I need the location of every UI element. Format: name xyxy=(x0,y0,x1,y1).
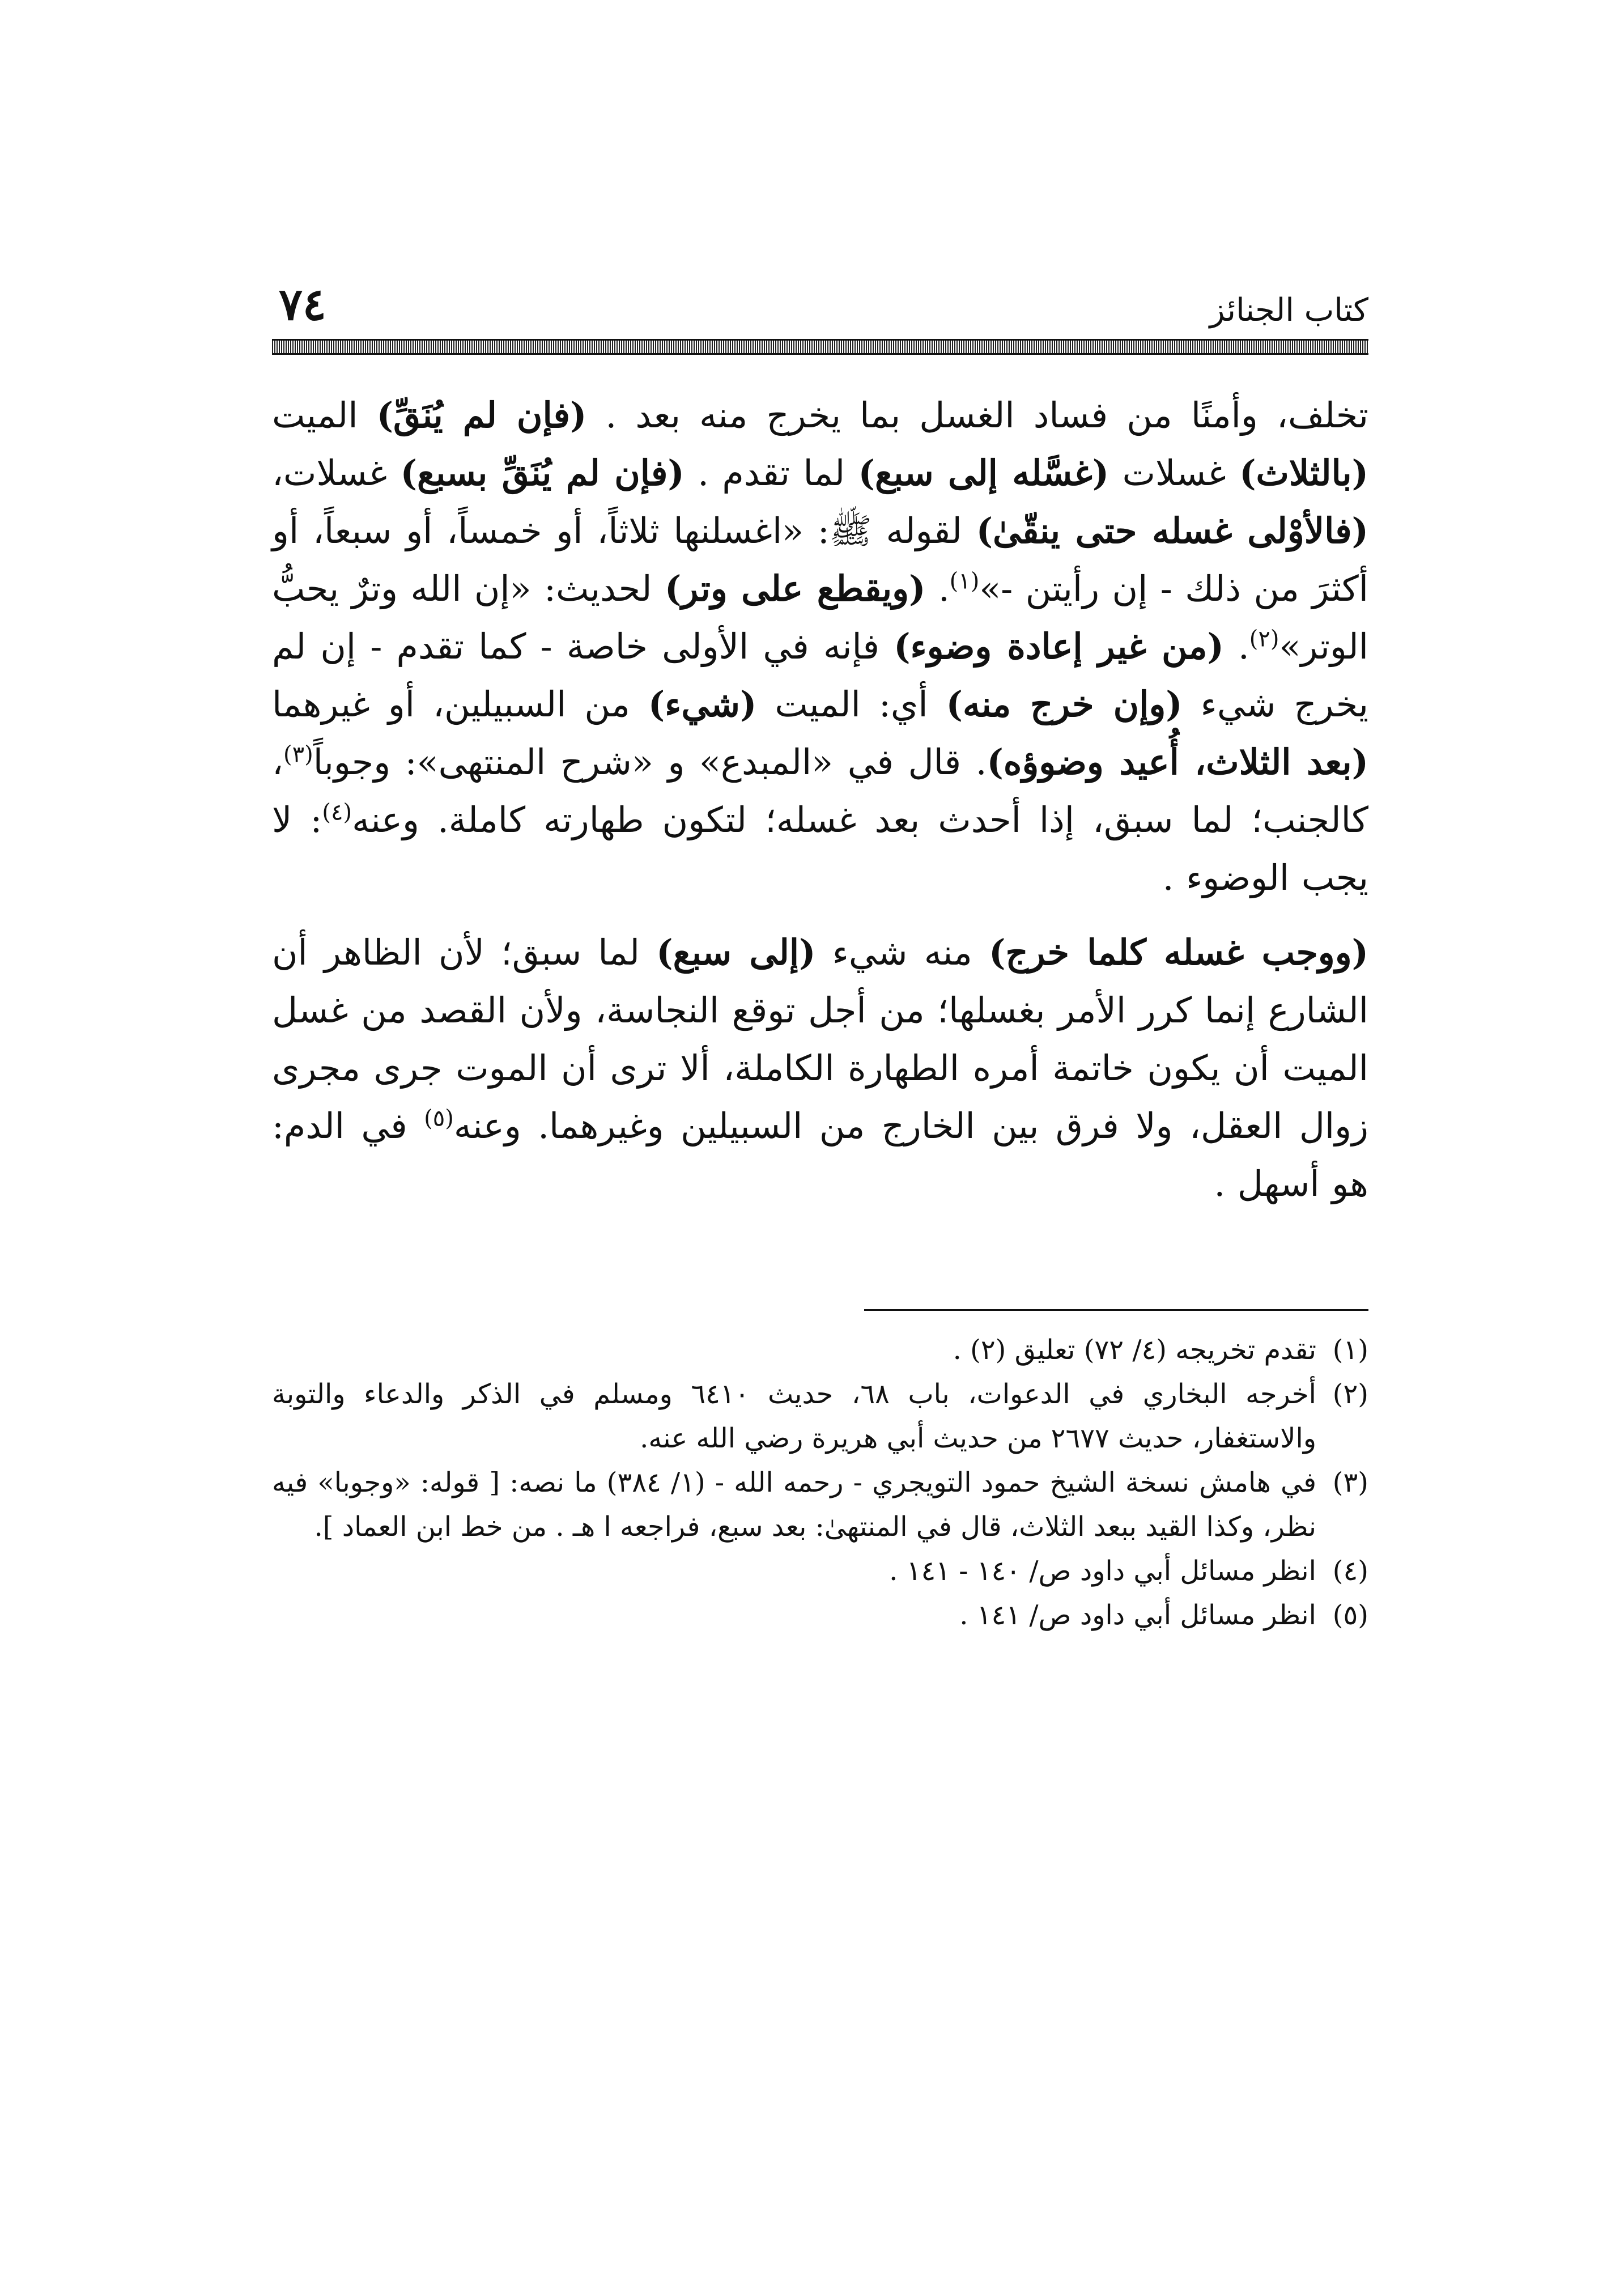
text-segment: غسلات xyxy=(1109,452,1240,494)
footnote-item xyxy=(272,1372,1368,1460)
text-segment: لقوله ﷺ: «اغسلنها ثلاثاً، أو خمساً، أو سبعاً، أو أكثرَ من ذلك - إن رأيتن -» xyxy=(272,510,1369,609)
text-segment: . xyxy=(925,568,950,609)
matn-quote: (فإن لم يُنَقِّ) xyxy=(376,394,587,436)
matn-quote: (إلى سبع) xyxy=(656,932,816,973)
matn-quote: (ويقطع على وتر) xyxy=(665,568,926,609)
footnote-number: (٣) xyxy=(1332,1467,1368,1498)
footnote-ref-1: (١) xyxy=(949,568,980,595)
book-page xyxy=(272,266,1368,1637)
book-title: كتاب الجنائز xyxy=(1209,292,1368,329)
paragraph-1 xyxy=(272,387,1368,907)
text-segment: لما تقدم . xyxy=(684,452,858,494)
matn-quote: (شيء) xyxy=(648,683,757,725)
text-segment: من السبيلين، أو غيرهما xyxy=(272,683,648,725)
footnote-ref-3: (٣) xyxy=(283,741,313,768)
footnote-text: انظر مسائل أبي داود ص/ ١٤١ . xyxy=(959,1599,1316,1631)
footnote-ref-4: (٤) xyxy=(322,799,352,826)
matn-quote: (فإن لم يُنَقِّ بسبع) xyxy=(400,452,685,494)
footnote-text: في هامش نسخة الشيخ حمود التويجري - رحمه الله - (١/ ٣٨٤) ما نصه: [ قوله: «وجوبا» فيه نظر، وكذا القيد ببعد الثلاث، قال في المنتهىٰ: بعد سبع، فراجعه ا هـ . من خط ابن العماد ]. xyxy=(272,1467,1317,1543)
text-segment: : لا يجب الوضوء . xyxy=(272,799,1368,898)
text-segment: غسلات، xyxy=(272,452,401,494)
text-segment: ، كالجنب؛ لما سبق، إذا أحدث بعد غسله؛ لتكون طهارته كاملة. وعنه xyxy=(272,741,1368,840)
page-header xyxy=(272,266,1368,351)
matn-quote: (ووجب غسله كلما خرج) xyxy=(989,932,1369,973)
footnote-item xyxy=(272,1593,1368,1637)
footnotes xyxy=(272,1328,1368,1637)
footnote-ref-2: (٢) xyxy=(1249,626,1279,652)
matn-quote: (غسَّله إلى سبع) xyxy=(858,452,1109,494)
matn-quote: (بعد الثلاث، أُعيد وضوؤه) xyxy=(987,741,1369,783)
footnote-item xyxy=(272,1328,1368,1372)
text-segment: . xyxy=(1223,626,1249,667)
footnote-text: انظر مسائل أبي داود ص/ ١٤٠ - ١٤١ . xyxy=(889,1555,1316,1587)
text-segment: فإنه في الأولى خاصة - كما تقدم - إن لم يخرج شيء xyxy=(272,626,1368,725)
footnote-text: أخرجه البخاري في الدعوات، باب ٦٨، حديث ٦٤١٠ ومسلم في الذكر والدعاء والتوبة والاستغفار، حديث ٢٦٧٧ من حديث أبي هريرة رضي الله عنه. xyxy=(272,1378,1316,1454)
footnote-number: (٤) xyxy=(1332,1555,1368,1587)
text-segment: في الدم: هو أسهل . xyxy=(272,1105,1368,1204)
text-segment: أي: الميت xyxy=(756,683,946,725)
footnote-separator xyxy=(864,1309,1368,1311)
text-segment: لما سبق؛ لأن الظاهر أن الشارع إنما كرر الأمر بغسلها؛ من أجل توقع النجاسة، ولأن القصد من غسل الميت أن يكون خاتمة أمره الطهارة الكاملة، ألا ترى أن الموت جرى مجرى زوال العقل، ولا فرق بين الخارج من السبيلين وغيرهما. وعنه xyxy=(272,932,1368,1146)
footnote-item xyxy=(272,1549,1368,1593)
matn-quote: (من غير إعادة وضوء) xyxy=(894,626,1224,667)
footnote-ref-5: (٥) xyxy=(424,1105,454,1132)
text-segment: لحديث: «إن الله وترٌ يحبُّ الوتر» xyxy=(272,568,1368,667)
footnote-item xyxy=(272,1460,1368,1549)
footnote-number: (٢) xyxy=(1332,1378,1368,1410)
footnote-number: (١) xyxy=(1332,1334,1368,1366)
page-number: ٧٤ xyxy=(279,279,326,330)
matn-quote: (وإن خرج منه) xyxy=(946,683,1183,725)
matn-quote: (بالثلاث) xyxy=(1239,452,1368,494)
matn-quote: (فالأوْلى غسله حتى ينقّىٰ) xyxy=(976,510,1368,551)
paragraph-2 xyxy=(272,924,1368,1213)
header-rule xyxy=(272,339,1368,355)
footnote-text: تقدم تخريجه (٤/ ٧٢) تعليق (٢) . xyxy=(953,1334,1316,1366)
text-segment: . قال في «المبدع» و «شرح المنتهى»: وجوباً xyxy=(313,741,987,783)
footnote-number: (٥) xyxy=(1332,1599,1368,1631)
main-text xyxy=(272,387,1368,1213)
text-segment: منه شيء xyxy=(815,932,989,973)
text-segment: الميت xyxy=(272,394,377,436)
text-segment: تخلف، وأمنًا من فساد الغسل بما يخرج منه بعد . xyxy=(586,394,1368,436)
